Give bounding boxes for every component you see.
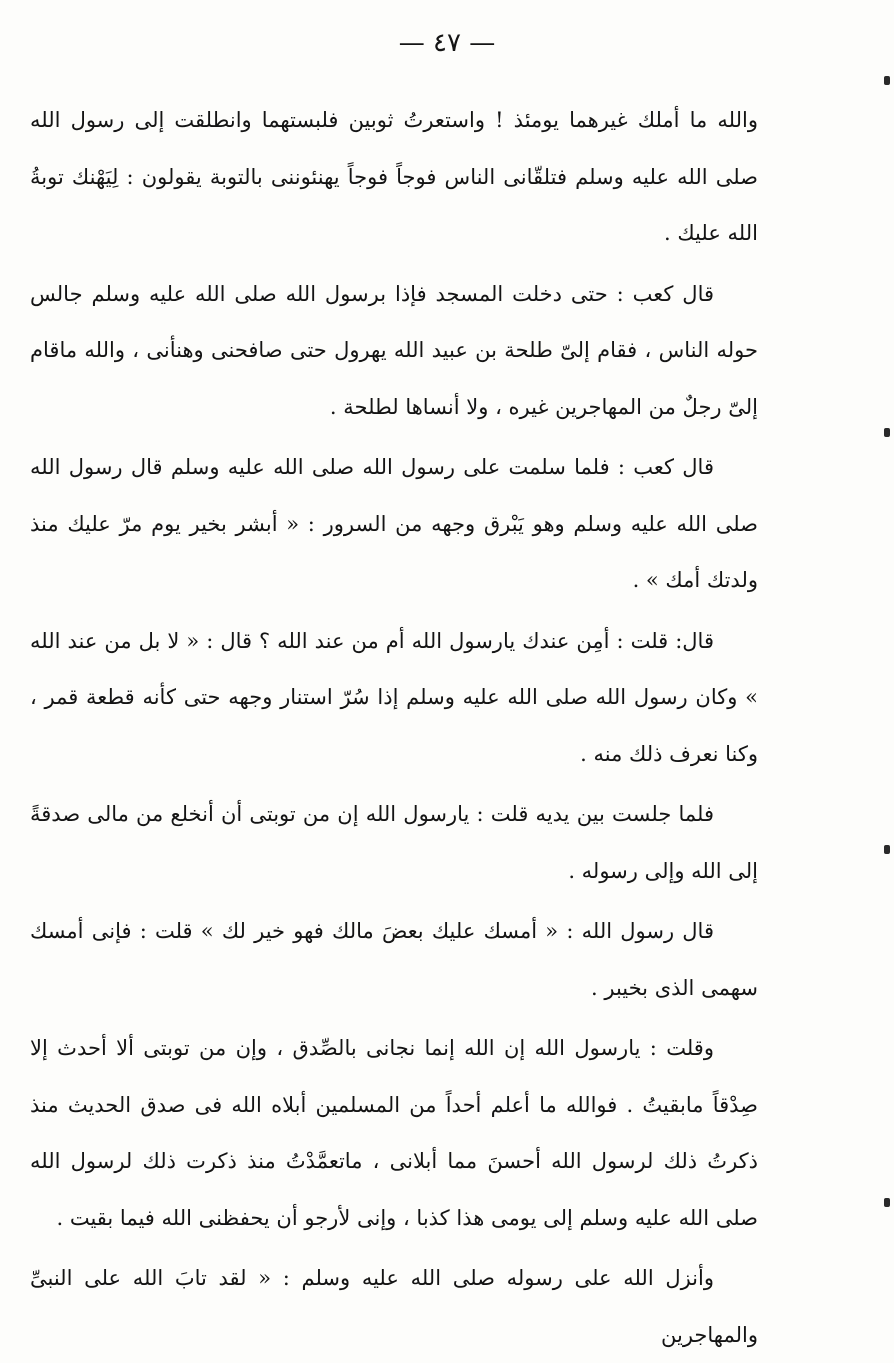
margin-mark xyxy=(884,76,890,85)
paragraph: فلما جلست بين يديه قلت : يارسول الله إن من توبتى أن أنخلع من مالى صدقةً إلى الله وإلى رسوله . xyxy=(30,802,758,883)
text-body xyxy=(30,92,758,1363)
paragraph: وقلت : يارسول الله إن الله إنما نجانى بالصِّدق ، وإن من توبتى ألا أحدث إلا صِدْقاً مابقيتُ . فوالله ما أعلم أحداً من المسلمين أبلاه الله فى صدق الحديث منذ ذكرتُ ذلك لرسول الله أحسنَ مما أبلانى ، ماتعمَّدْتُ منذ ذكرت ذلك لرسول الله صلى الله عليه وسلم إلى يومى هذا كذبا ، وإنى لأرجو أن يحفظنى الله فيما بقيت . xyxy=(30,1036,758,1230)
paragraph: قال: قلت : أمِن عندك يارسول الله أم من عند الله ؟ قال : « لا بل من عند الله » وكان رسول الله صلى الله عليه وسلم إذا سُرّ استنار وجهه حتى كأنه قطعة قمر ، وكنا نعرف ذلك منه . xyxy=(30,628,758,766)
paragraph: قال رسول الله : « أمسك عليك بعضَ مالك فهو خير لك » قلت : فإنى أمسك سهمى الذى بخيبر . xyxy=(30,919,758,1000)
margin-mark xyxy=(884,428,890,437)
paragraph: قال كعب : حتى دخلت المسجد فإذا برسول الله صلى الله عليه وسلم جالس حوله الناس ، فقام إلىّ طلحة بن عبيد الله يهرول حتى صافحنى وهنأنى ، والله ماقام إلىّ رجلٌ من المهاجرين غيره ، ولا أنساها لطلحة . xyxy=(30,281,758,419)
paragraph: قال كعب : فلما سلمت على رسول الله صلى الله عليه وسلم قال رسول الله صلى الله عليه وسلم وهو يَبْرق وجهه من السرور : « أبشر بخير يوم مرّ عليك منذ ولدتك أمك » . xyxy=(30,455,758,592)
margin-mark xyxy=(884,1198,890,1207)
page-number: — ٤٧ — xyxy=(398,28,496,58)
paragraph: والله ما أملك غيرهما يومئذ ! واستعرتُ ثوبين فلبستهما وانطلقت إلى رسول الله صلى الله عليه وسلم فتلقّانى الناس فوجاً فوجاً يهنئوننى بالتوبة يقولون : لِيَهْنك توبةُ الله عليك . xyxy=(30,108,758,245)
paragraph: وأنزل الله على رسوله صلى الله عليه وسلم : « لقد تابَ الله على النبىِّ والمهاجرين xyxy=(30,1266,758,1347)
margin-mark xyxy=(884,845,890,854)
